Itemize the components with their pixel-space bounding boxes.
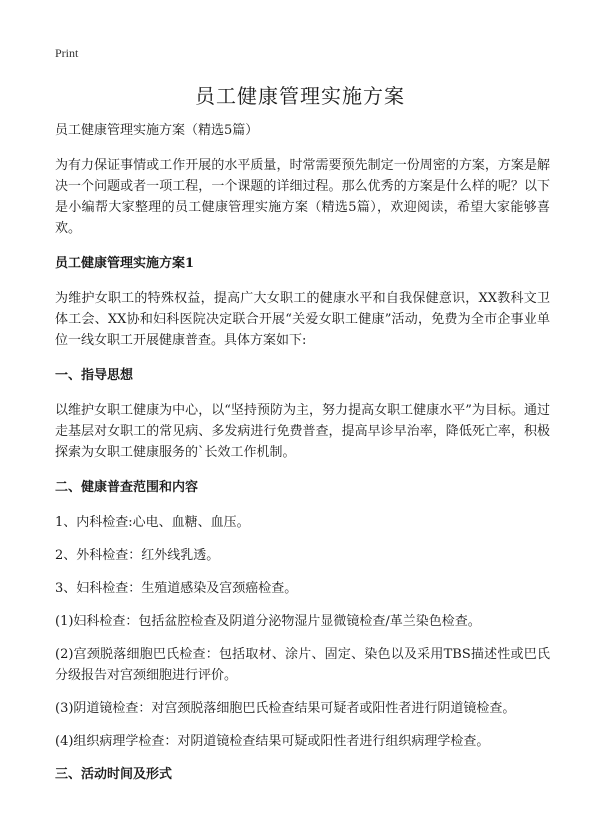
- heading-screening-scope: 二、健康普查范围和内容: [55, 480, 199, 495]
- plan-1-paragraph: 为维护女职工的特殊权益，提高广大女职工的健康水平和自我保健意识，XX教科文卫体工会、XX协和妇科医院决定联合开展“关爱女职工健康”活动，免费为全市企事业单位一线女职工开展健康普查。具体方案如下:: [55, 291, 550, 348]
- list-item-gynecology: 3、妇科检查：生殖道感染及宫颈癌检查。: [55, 581, 298, 596]
- guiding-ideology-paragraph: 以维护女职工健康为中心，以“坚持预防为主，努力提高女职工健康水平”为目标。通过走基层对女职工的常见病、多发病进行免费普查，提高早诊早治率，降低死亡率，积极探索为女职工健康服务的`长效工作机制。: [55, 403, 550, 460]
- sub-item-histopathology: (4)组织病理学检查：对阴道镜检查结果可疑或阳性者进行组织病理学检查。: [55, 734, 490, 749]
- sub-item-gynecologic-exam: (1)妇科检查：包括盆腔检查及阴道分泌物湿片显微镜检查/革兰染色检查。: [55, 614, 481, 629]
- sub-item-cervical-cytology: (2)宫颈脱落细胞巴氏检查：包括取材、涂片、固定、染色以及采用TBS描述性或巴氏分级报告对宫颈细胞进行评价。: [55, 647, 550, 683]
- list-item-surgery: 2、外科检查：红外线乳透。: [55, 548, 220, 563]
- sub-item-colposcopy: (3)阴道镜检查：对宫颈脱落细胞巴氏检查结果可疑者或阳性者进行阴道镜检查。: [55, 701, 516, 716]
- section-heading-plan-1: 员工健康管理实施方案1: [55, 256, 195, 271]
- heading-activity-time: 三、活动时间及形式: [55, 767, 173, 782]
- intro-paragraph: 为有力保证事情或工作开展的水平质量，时常需要预先制定一份周密的方案，方案是解决一个问题或者一项工程，一个课题的详细过程。那么优秀的方案是什么样的呢？以下是小编帮大家整理的员工健康管理实施方案（精选5篇），欢迎阅读，希望大家能够喜欢。: [55, 158, 550, 236]
- document-content: [55, 120, 550, 799]
- document-subtitle: 员工健康管理实施方案（精选5篇）: [55, 123, 259, 138]
- list-item-internal-medicine: 1、内科检查:心电、血糖、血压。: [55, 515, 250, 530]
- heading-guiding-ideology: 一、指导思想: [55, 368, 134, 383]
- print-link[interactable]: Print: [55, 46, 79, 60]
- document-title: 员工健康管理实施方案: [195, 84, 405, 108]
